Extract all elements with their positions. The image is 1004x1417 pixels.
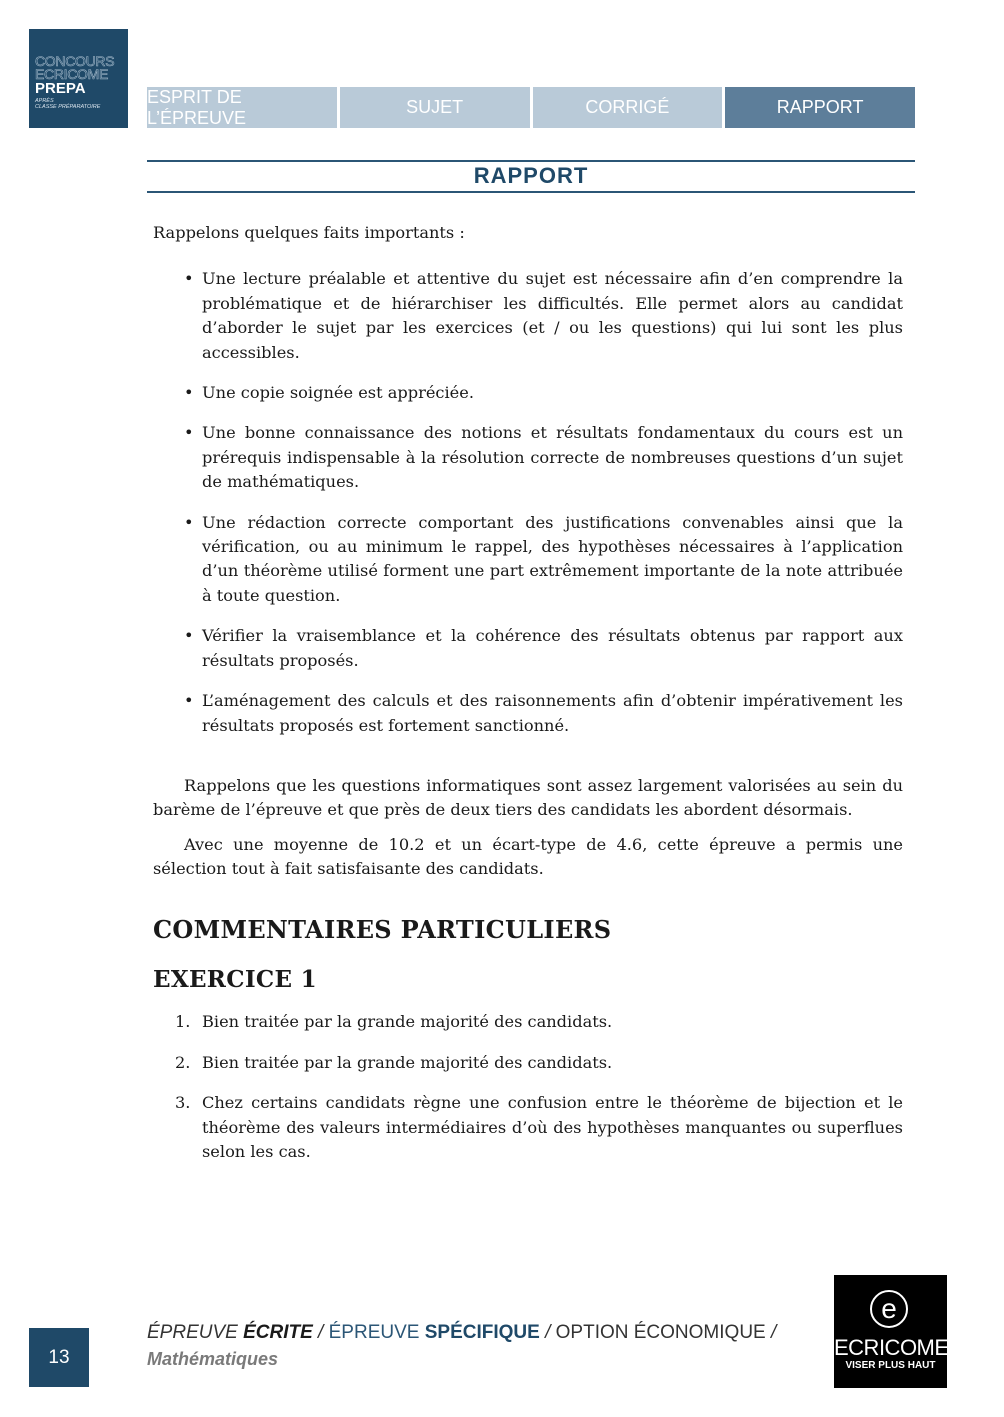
item-number: 3.: [175, 1093, 191, 1113]
exercise-heading: EXERCICE 1: [153, 965, 317, 993]
footer-subject: Mathématiques: [147, 1349, 279, 1369]
list-item: • Une rédaction correcte comportant des justifications convenables ainsi que la vérification, ou au minimum le rappel, des hypothèses nécessaires à l’application d’un théorème utilisé forment une part extrêmement importante de la note attribuée à toute question.: [184, 512, 903, 605]
bullet-icon: •: [184, 512, 194, 532]
page-number: 13: [29, 1328, 89, 1387]
logo-brand: ECRICOME: [834, 1335, 949, 1360]
tab-sujet[interactable]: SUJET: [340, 87, 530, 128]
logo-tagline: VISER PLUS HAUT: [845, 1360, 936, 1371]
tab-corrige[interactable]: CORRIGÉ: [533, 87, 723, 128]
list-item: 2. Bien traitée par la grande majorité des candidats.: [153, 1051, 903, 1075]
list-item: • L’aménagement des calculs et des raisonnements afin d’obtenir impérativement les résultats proposés est fortement sanctionné.: [184, 691, 903, 735]
item-number: 1.: [175, 1012, 191, 1032]
tab-rapport[interactable]: RAPPORT: [725, 87, 915, 128]
logo-line-ecricome: ECRICOME: [35, 66, 109, 82]
heading-rule-bottom: [147, 191, 915, 193]
bullet-icon: •: [184, 691, 194, 711]
exercise-comments-list: [153, 1010, 903, 1164]
bullet-icon: •: [184, 269, 194, 289]
bullet-icon: •: [184, 423, 194, 443]
footer-exam-label: ÉPREUVE ÉCRITE / ÉPREUVE SPÉCIFIQUE / OPTION ÉCONOMIQUE /: [147, 1322, 777, 1343]
paragraph-informatique: Rappelons que les questions informatiques sont assez largement valorisées au sein du barème de l’épreuve et que près de deux tiers des candidats les abordent désormais.: [153, 775, 903, 820]
bullet-icon: •: [184, 626, 194, 646]
logo-line-apres: APRÈS: [35, 98, 54, 104]
list-item: 3. Chez certains candidats règne une confusion entre le théorème de bijection et le théorème des valeurs intermédiaires d’où des hypothèses manquantes ou superflues selon les cas.: [175, 1093, 903, 1161]
intro-text: Rappelons quelques faits importants :: [153, 223, 465, 242]
logo-line-concours: CONCOURS: [35, 53, 115, 69]
bullet-icon: •: [184, 383, 194, 403]
report-body: [153, 221, 903, 1180]
logo-line-classe: CLASSE PRÉPARATOIRE: [35, 104, 101, 110]
logo-line-prepa: PREPA: [35, 80, 86, 97]
key-points-list: [153, 267, 903, 738]
list-item: • Une bonne connaissance des notions et résultats fondamentaux du cours est un prérequis indispensable à la résolution correcte de nombreuses questions d’un sujet de mathématiques.: [184, 423, 903, 492]
ecricome-logo: [834, 1275, 947, 1388]
item-number: 2.: [175, 1052, 191, 1072]
heading-rule-top: [147, 160, 915, 162]
tab-esprit[interactable]: ESPRIT DE L’ÉPREUVE: [147, 87, 337, 128]
ecricome-prepa-logo: [29, 29, 128, 128]
comments-heading: COMMENTAIRES PARTICULIERS: [153, 914, 612, 944]
list-item: 1. Bien traitée par la grande majorité des candidats.: [153, 1010, 903, 1034]
list-item: • Une lecture préalable et attentive du sujet est nécessaire afin d’en comprendre la problématique et de hiérarchiser les difficultés. Elle permet alors au candidat d’aborder le sujet par les exercices (et / ou les questions) qui lui sont les plus accessibles.: [184, 269, 903, 362]
list-item: • Vérifier la vraisemblance et la cohérence des résultats obtenus par rapport aux résultats proposés.: [184, 626, 903, 670]
section-title: RAPPORT: [473, 163, 589, 188]
paragraph-statistics: Avec une moyenne de 10.2 et un écart-type de 4.6, cette épreuve a permis une sélection tout à fait satisfaisante des candidats.: [153, 834, 903, 879]
section-tabs: [147, 87, 915, 128]
ecricome-e-icon: e: [870, 1290, 908, 1328]
list-item: • Une copie soignée est appréciée.: [153, 381, 903, 405]
